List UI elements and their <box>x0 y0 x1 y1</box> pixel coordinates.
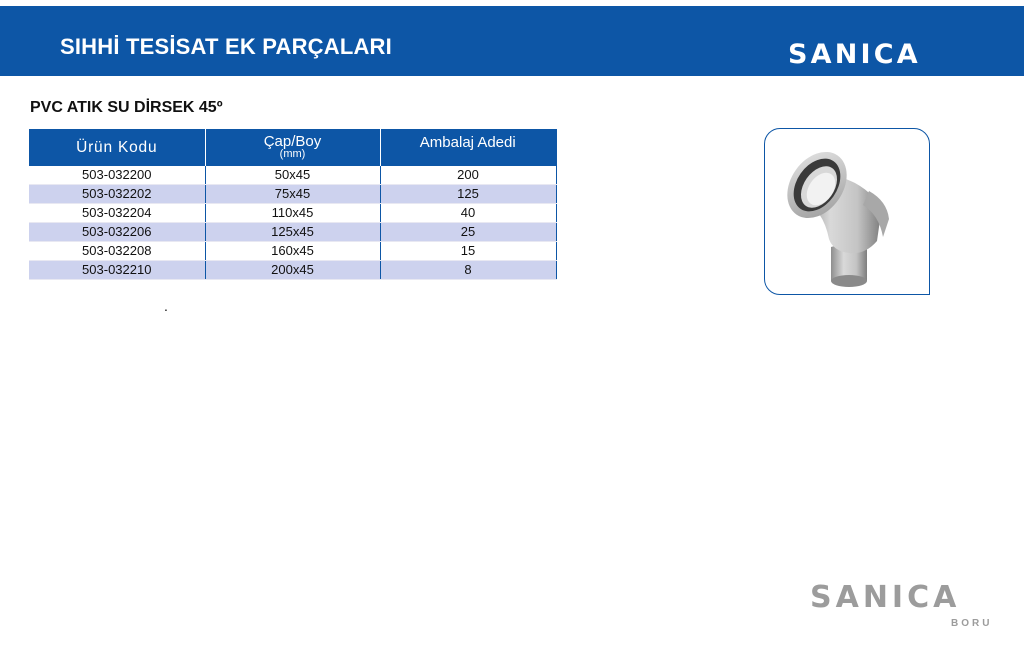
cell-code: 503-032206 <box>29 223 205 242</box>
footer-logo-subtitle: BORU <box>951 618 993 629</box>
footer-logo: SANICA <box>810 580 961 615</box>
cell-size: 125x45 <box>205 223 380 242</box>
header-size-label: Çap/Boy <box>263 133 322 150</box>
header-package-qty-label: Ambalaj Adedi <box>419 134 516 151</box>
product-image-frame <box>764 128 930 295</box>
cell-pack: 15 <box>380 242 556 261</box>
header-logo: SANICA <box>788 39 921 70</box>
header-size <box>205 129 380 166</box>
table-row <box>29 185 556 204</box>
cell-code: 503-032202 <box>29 185 205 204</box>
header-package-qty <box>380 129 556 166</box>
cell-pack: 8 <box>380 261 556 280</box>
cell-size: 75x45 <box>205 185 380 204</box>
cell-pack: 200 <box>380 166 556 185</box>
table-row <box>29 166 556 185</box>
cell-size: 110x45 <box>205 204 380 223</box>
table-row <box>29 261 556 280</box>
section-title: PVC ATIK SU DİRSEK 45º <box>30 99 223 116</box>
pvc-elbow-icon <box>765 129 929 294</box>
cell-code: 503-032208 <box>29 242 205 261</box>
header-product-code <box>29 129 205 166</box>
header-size-unit: (mm) <box>279 148 306 160</box>
cell-code: 503-032210 <box>29 261 205 280</box>
table-header-row <box>29 129 556 166</box>
cell-pack: 125 <box>380 185 556 204</box>
cell-size: 200x45 <box>205 261 380 280</box>
table-row <box>29 204 556 223</box>
cell-size: 50x45 <box>205 166 380 185</box>
page-title: SIHHİ TESİSAT EK PARÇALARI <box>60 34 392 59</box>
cell-code: 503-032200 <box>29 166 205 185</box>
product-table <box>29 129 557 280</box>
cell-size: 160x45 <box>205 242 380 261</box>
table-row <box>29 223 556 242</box>
header-bar <box>0 6 1024 76</box>
note-dot: . <box>164 298 168 314</box>
cell-pack: 25 <box>380 223 556 242</box>
table-row <box>29 242 556 261</box>
cell-pack: 40 <box>380 204 556 223</box>
cell-code: 503-032204 <box>29 204 205 223</box>
header-product-code-label: Ürün Kodu <box>76 139 158 156</box>
